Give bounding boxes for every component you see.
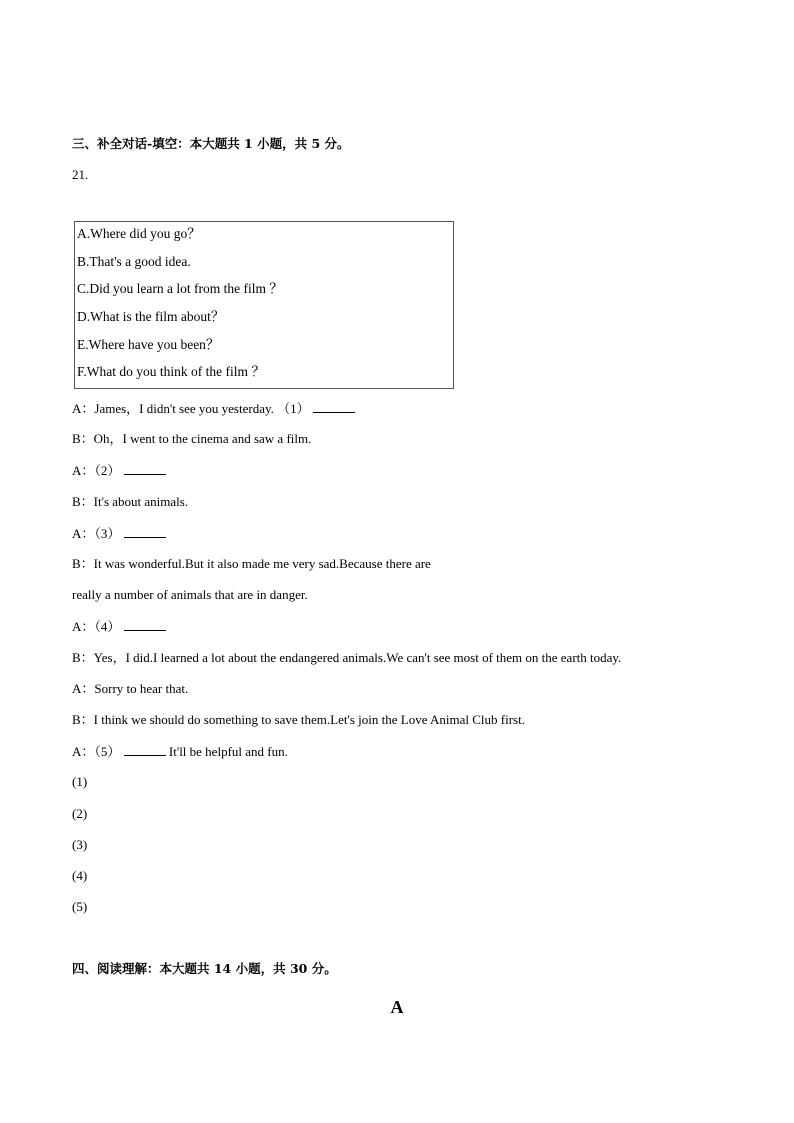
dialogue-line-1 xyxy=(72,400,355,417)
dialogue-text: （3） xyxy=(94,526,121,541)
dialogue-text: I think we should do something to save them.Let's join the Love Animal Club first. xyxy=(93,712,525,727)
dialogue-text: It was wonderful.But it also made me very sad.Because there are xyxy=(93,556,431,571)
answer-blank-1[interactable] xyxy=(313,400,355,413)
dialogue-text: Oh，I went to the cinema and saw a film. xyxy=(93,431,312,446)
dialogue-line-11 xyxy=(72,743,288,760)
speaker: A： xyxy=(72,681,95,696)
speaker: B： xyxy=(72,650,94,665)
speaker: A： xyxy=(72,744,95,759)
options-box xyxy=(74,221,454,389)
dialogue-text: （5） xyxy=(94,744,121,759)
answer-blank-4[interactable] xyxy=(124,618,166,631)
dialogue-text: （2） xyxy=(94,463,121,478)
speaker: B： xyxy=(72,712,94,727)
dialogue-line-4 xyxy=(72,494,188,510)
answer-blank-2[interactable] xyxy=(124,462,166,475)
dialogue-line-3 xyxy=(72,462,166,479)
question-number: 21. xyxy=(72,167,89,182)
dialogue-line-6 xyxy=(72,556,431,572)
option-e: E.Where have you been？ xyxy=(77,337,220,352)
section-4-heading: 四、阅读理解：本大题共 14 小题，共 30 分。 xyxy=(72,961,337,976)
answer-blank-5[interactable] xyxy=(124,743,166,756)
dialogue-text: Sorry to hear that. xyxy=(94,681,189,696)
speaker: A： xyxy=(72,526,95,541)
dialogue-text: James，I didn't see you yesterday. （1） xyxy=(94,401,310,416)
speaker: B： xyxy=(72,494,94,509)
answer-label-5: (5) xyxy=(72,899,88,914)
passage-label: A xyxy=(390,997,404,1017)
dialogue-line-6-continued: really a number of animals that are in danger. xyxy=(72,587,308,602)
option-a: A.Where did you go？ xyxy=(77,226,201,241)
dialogue-line-10 xyxy=(72,712,525,728)
dialogue-line-5 xyxy=(72,525,166,542)
answer-label-4: (4) xyxy=(72,868,88,883)
answer-label-2: (2) xyxy=(72,806,88,821)
speaker: A： xyxy=(72,463,95,478)
option-c: C.Did you learn a lot from the film ？ xyxy=(77,281,283,296)
dialogue-line-8 xyxy=(72,650,621,666)
dialogue-text: （4） xyxy=(94,619,121,634)
option-d: D.What is the film about？ xyxy=(77,309,225,324)
dialogue-text-after: It'll be helpful and fun. xyxy=(165,744,288,759)
answer-blank-3[interactable] xyxy=(124,525,166,538)
option-b: B.That's a good idea. xyxy=(77,254,191,269)
dialogue-text: Yes，I did.I learned a lot about the endangered animals.We can't see most of them on the earth today. xyxy=(93,650,622,665)
speaker: A： xyxy=(72,619,95,634)
option-f: F.What do you think of the film ？ xyxy=(77,364,265,379)
dialogue-line-7 xyxy=(72,618,166,635)
dialogue-text: It's about animals. xyxy=(93,494,189,509)
dialogue-line-9 xyxy=(72,681,188,697)
section-3-heading: 三、补全对话-填空：本大题共 1 小题，共 5 分。 xyxy=(72,136,350,151)
dialogue-line-2 xyxy=(72,431,311,447)
speaker: B： xyxy=(72,431,94,446)
answer-label-3: (3) xyxy=(72,837,88,852)
speaker: B： xyxy=(72,556,94,571)
speaker: A： xyxy=(72,401,95,416)
answer-label-1: (1) xyxy=(72,774,88,789)
